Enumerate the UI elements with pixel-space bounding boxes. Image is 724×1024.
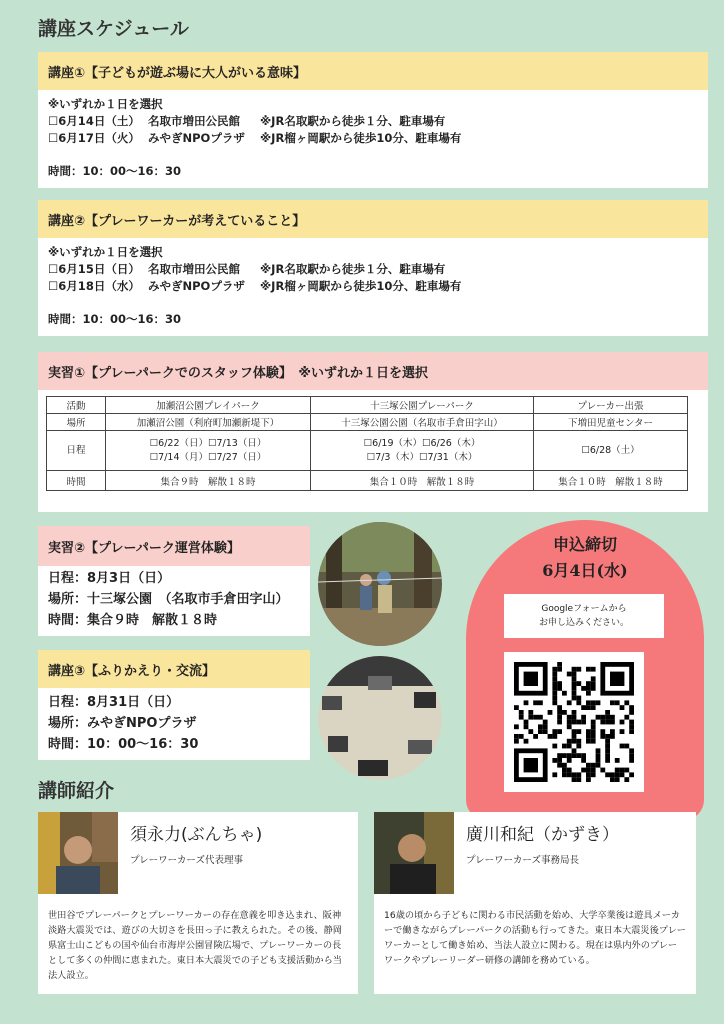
course2-time: 時間：10：00〜16：30 <box>48 312 182 326</box>
instructor-name-2: 廣川和紀（かずき） <box>466 825 619 845</box>
practice2-date: 日程：8月3日（日） <box>48 571 171 586</box>
instructors-title: 講師紹介 <box>38 780 115 802</box>
course3-title: 講座③【ふりかえり・交流】 <box>38 650 310 688</box>
qr-code-image <box>504 652 644 792</box>
park-photo <box>318 522 442 646</box>
course3-time: 時間：10：00〜16：30 <box>48 737 199 752</box>
course2-row-2: ☐6月18日（水） みやぎNPOプラザ ※JR榴ヶ岡駅から徒歩10分、駐車場有 <box>48 279 462 293</box>
table-cell: ☐6/28（土） <box>534 431 688 471</box>
instructor-photo-1 <box>38 812 118 894</box>
table-cell: ☐6/19（木）☐6/26（木） ☐7/3（木）☐7/31（木） <box>311 431 534 471</box>
deadline-label: 申込締切 <box>552 535 617 554</box>
instructor-card-1 <box>38 812 358 994</box>
table-cell: 十三塚公園公園（名取市手倉田字山） <box>311 414 534 431</box>
course2-card <box>38 200 708 336</box>
row-label: 日程 <box>47 431 106 471</box>
schedule-title: 講座スケジュール <box>38 18 189 40</box>
course1-note: ※いずれか１日を選択 <box>48 97 163 111</box>
row-label: 時間 <box>47 471 106 491</box>
table-cell: 下増田児童センター <box>534 414 688 431</box>
table-cell: ☐6/22（日）☐7/13（日） ☐7/14（月）☐7/27（日） <box>106 431 311 471</box>
course1-card <box>38 52 708 188</box>
table-cell: プレーカー出張 <box>534 397 688 414</box>
row-label: 場所 <box>47 414 106 431</box>
instructor-role-2: プレーワーカーズ事務局長 <box>466 855 579 866</box>
practice1-title: 実習①【プレーパークでのスタッフ体験】 ※いずれか１日を選択 <box>38 352 708 390</box>
row-label: 活動 <box>47 397 106 414</box>
practice2-card <box>38 526 310 636</box>
table-cell: 加瀬沼公園プレイパーク <box>106 397 311 414</box>
instructor-card-2 <box>374 812 696 994</box>
practice2-title: 実習②【プレーパーク運営体験】 <box>38 526 310 566</box>
course1-row-1: ☐6月14日（土） 名取市増田公民館 ※JR名取駅から徒歩１分、駐車場有 <box>48 114 446 128</box>
table-cell: 十三塚公園プレーパーク <box>311 397 534 414</box>
practice1-table <box>46 396 688 491</box>
deadline-date: 6月4日(水) <box>542 561 628 580</box>
course2-note: ※いずれか１日を選択 <box>48 245 163 259</box>
instructor-role-1: プレーワーカーズ代表理事 <box>130 855 243 866</box>
instructor-bio-1: 世田谷でプレーパークとプレーワーカーの存在意義を叩き込まれ、阪神淡路大震災では、遊びの大切さを長田っ子に教えられた。その後、静岡県富士山こどもの国や仙台市海岸公園冒険広場で、プレーワーカーの長として多くの仲間に恵まれた。東日本大震災での子ども支援活動から当法人設立。 <box>48 910 342 981</box>
table-cell: 集合１０時 解散１８時 <box>311 471 534 491</box>
course2-row-1: ☐6月15日（日） 名取市増田公民館 ※JR名取駅から徒歩１分、駐車場有 <box>48 262 446 276</box>
table-cell: 集合１０時 解散１８時 <box>534 471 688 491</box>
course3-date: 日程：8月31日（日） <box>48 695 180 710</box>
practice1-card <box>38 352 708 512</box>
course1-title: 講座①【子どもが遊ぶ場に大人がいる意味】 <box>38 52 708 90</box>
table-cell: 加瀬沼公園（利府町加瀬新堤下） <box>106 414 311 431</box>
course1-time: 時間：10：00〜16：30 <box>48 164 182 178</box>
practice2-place: 場所：十三塚公園 （名取市手倉田字山） <box>48 592 289 607</box>
deadline-text <box>466 532 704 584</box>
practice2-time: 時間：集合９時 解散１８時 <box>48 613 218 628</box>
instructor-photo-2 <box>374 812 454 894</box>
circle-photo <box>318 656 442 780</box>
instructor-name-1: 須永力(ぶんちゃ) <box>130 825 263 845</box>
course3-place: 場所：みやぎNPOプラザ <box>48 716 197 731</box>
qr-code[interactable] <box>504 652 644 792</box>
table-cell: 集合９時 解散１８時 <box>106 471 311 491</box>
form-info: Googleフォームから お申し込みください。 <box>504 594 664 638</box>
course1-row-2: ☐6月17日（火） みやぎNPOプラザ ※JR榴ヶ岡駅から徒歩10分、駐車場有 <box>48 131 462 145</box>
course2-title: 講座②【プレーワーカーが考えていること】 <box>38 200 708 238</box>
course3-card <box>38 650 310 760</box>
instructor-bio-2: 16歳の頃から子どもに関わる市民活動を始め、大学卒業後は遊具メーカーで働きながらプレーパークの活動も行ってきた。東日本大震災後プレーワーカーとして働き始め、当法人設立に関わる。現在は県内外のプレーワークやプレーリーダー研修の講師を務めている。 <box>384 910 686 966</box>
